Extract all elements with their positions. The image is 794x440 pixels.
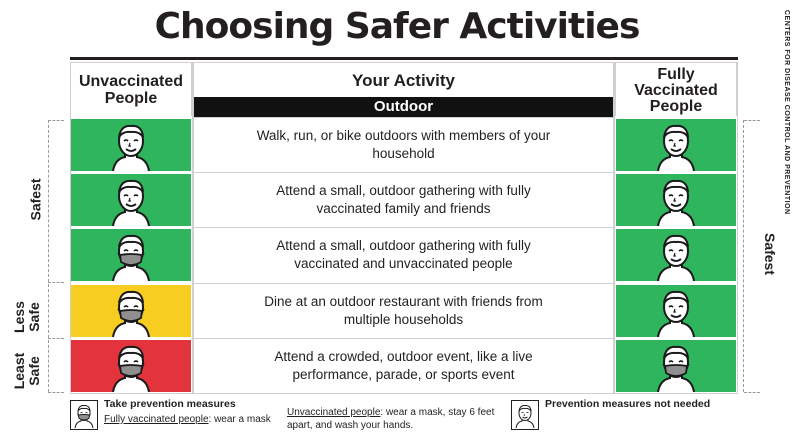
activity-description: Attend a small, outdoor gathering with fully vaccinated family and friends (193, 172, 614, 226)
least-safe-line-2: Safe (26, 356, 42, 386)
bracket-tick (48, 392, 64, 393)
risk-label-least-safe (12, 343, 44, 399)
legend-unvax-label: Unvaccinated people (287, 407, 381, 418)
risk-label-safest-right: Safest (762, 232, 778, 276)
legend-mask-icon (70, 400, 98, 430)
least-safe-bracket (48, 340, 49, 392)
activity-description: Attend a small, outdoor gathering with fully vaccinated and unvaccinated people (193, 227, 614, 281)
legend-not-needed (545, 398, 710, 410)
legend-take-prevention-title: Take prevention measures (104, 398, 236, 410)
legend-unvax-text-2: apart, and wash your hands. (287, 420, 414, 431)
less-safe-line-2: Safe (26, 302, 42, 332)
bracket-tick (48, 282, 64, 283)
vaccinated-header: Fully Vaccinated People (615, 62, 737, 116)
outdoor-banner: Outdoor (193, 97, 614, 117)
table-frame (70, 62, 193, 394)
legend-unvax-text-1: : wear a mask, stay 6 feet (380, 407, 495, 418)
legend-no-mask-icon (511, 400, 539, 430)
less-safe-bracket (48, 284, 49, 338)
legend-vax-label: Fully vaccinated people (104, 414, 209, 425)
safest-bracket-left (48, 120, 49, 282)
bracket-tick (744, 392, 760, 393)
activity-header-label: Your Activity (352, 71, 455, 90)
title-divider (70, 57, 738, 60)
table-frame (614, 62, 738, 394)
table-frame (193, 62, 614, 394)
risk-label-safest: Safest (27, 178, 44, 221)
bracket-tick (48, 338, 64, 339)
activity-description: Dine at an outdoor restaurant with friends from multiple households (193, 283, 614, 337)
risk-label-less-safe (12, 289, 44, 345)
bracket-tick (744, 120, 760, 121)
less-safe-line-1: Less (11, 301, 27, 333)
safest-bracket-right (743, 120, 744, 392)
activity-description: Walk, run, or bike outdoors with members of your household (193, 117, 614, 171)
bracket-tick (48, 120, 64, 121)
legend-take-prevention (104, 398, 271, 425)
page-title: Choosing Safer Activities (154, 6, 640, 47)
legend-unvaccinated (287, 406, 494, 432)
source-credit: CENTERS FOR DISEASE CONTROL AND PREVENTION (783, 10, 790, 215)
unvaccinated-header: Unvaccinated People (70, 62, 192, 116)
legend-vax-text: : wear a mask (208, 414, 271, 425)
legend-not-needed-title: Prevention measures not needed (545, 398, 711, 410)
least-safe-line-1: Least (11, 352, 27, 390)
activity-description: Attend a crowded, outdoor event, like a live performance, parade, or sports event (193, 338, 614, 392)
